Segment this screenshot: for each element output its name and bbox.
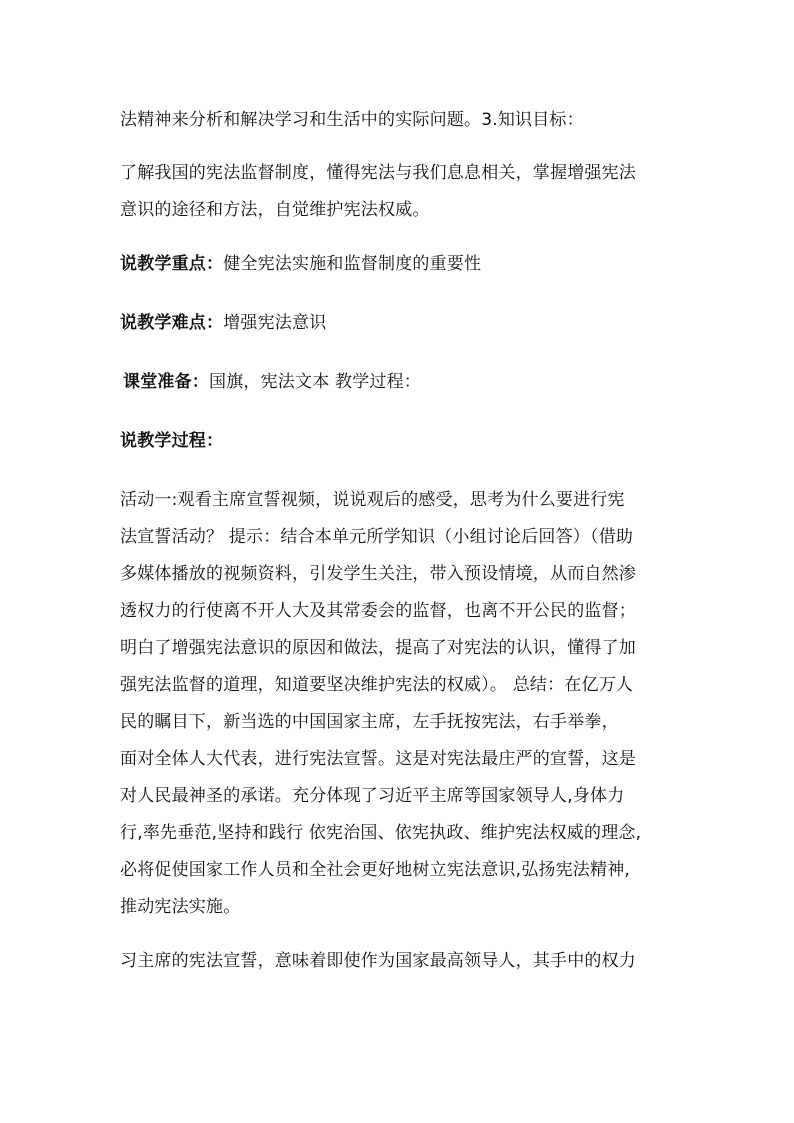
text-line [120,305,695,342]
paragraph-teaching-focus [120,246,695,283]
section-text: 增强宪法意识 [223,313,327,333]
text-line: 法精神来分析和解决学习和生活中的实际问题。3.知识目标： [120,110,584,130]
text-line: 法宣誓活动？ 提示：结合本单元所学知识（小组讨论后回答）（借助 [120,527,634,547]
text-line: 民的瞩目下，新当选的中国国家主席，左手抚按宪法，右手举拳， [120,712,619,732]
section-label: 课堂准备： [123,372,209,392]
section-label: 说教学过程： [120,431,224,451]
text-line [120,246,695,283]
text-line: 了解我国的宪法监督制度，懂得宪法与我们息息相关，掌握增强宪法 [120,163,636,183]
paragraph-oath-meaning [120,943,695,980]
paragraph-teaching-process-heading [120,423,695,460]
text-line: 强宪法监督的道理，知道要坚决维护宪法的权威）。 总结：在亿万人 [120,675,634,695]
paragraph-teaching-difficulty [120,305,695,342]
paragraph-activity-one [120,482,695,926]
text-line: 透权力的行使离不开人大及其常委会的监督，也离不开公民的监督； [120,601,636,621]
text-line: 对人民最神圣的承诺。充分体现了习近平主席等国家领导人,身体力 [120,786,625,806]
text-line [123,364,695,401]
section-text: 国旗，宪法文本 教学过程： [209,372,422,392]
text-line: 必将促使国家工作人员和全社会更好地树立宪法意识,弘扬宪法精神, [120,860,631,880]
paragraph-learning-goal [120,102,695,139]
text-line: 活动一:观看主席宣誓视频，说说观后的感受，思考为什么要进行宪 [120,490,625,510]
text-line: 推动宪法实施。 [120,897,241,917]
text-line: 意识的途径和方法，自觉维护宪法权威。 [120,200,430,220]
text-line: 多媒体播放的视频资料，引发学生关注，带入预设情境，从而自然渗 [120,564,636,584]
section-label: 说教学重点： [120,254,224,274]
section-label: 说教学难点： [120,313,224,333]
text-line: 习主席的宪法宣誓，意味着即使作为国家最高领导人，其手中的权力 [120,951,636,971]
paragraph-knowledge-goal [120,155,695,229]
paragraph-class-preparation [120,364,695,401]
text-line: 行,率先垂范,坚持和践行 依宪治国、依宪执政、维护宪法权威的理念, [120,823,642,843]
text-line: 明白了增强宪法意识的原因和做法，提高了对宪法的认识，懂得了加 [120,638,636,658]
text-line [120,423,695,460]
section-text: 健全宪法实施和监督制度的重要性 [223,254,482,274]
document-body [120,102,695,997]
text-line: 面对全体人大代表，进行宪法宣誓。这是对宪法最庄严的宣誓，这是 [120,749,636,769]
